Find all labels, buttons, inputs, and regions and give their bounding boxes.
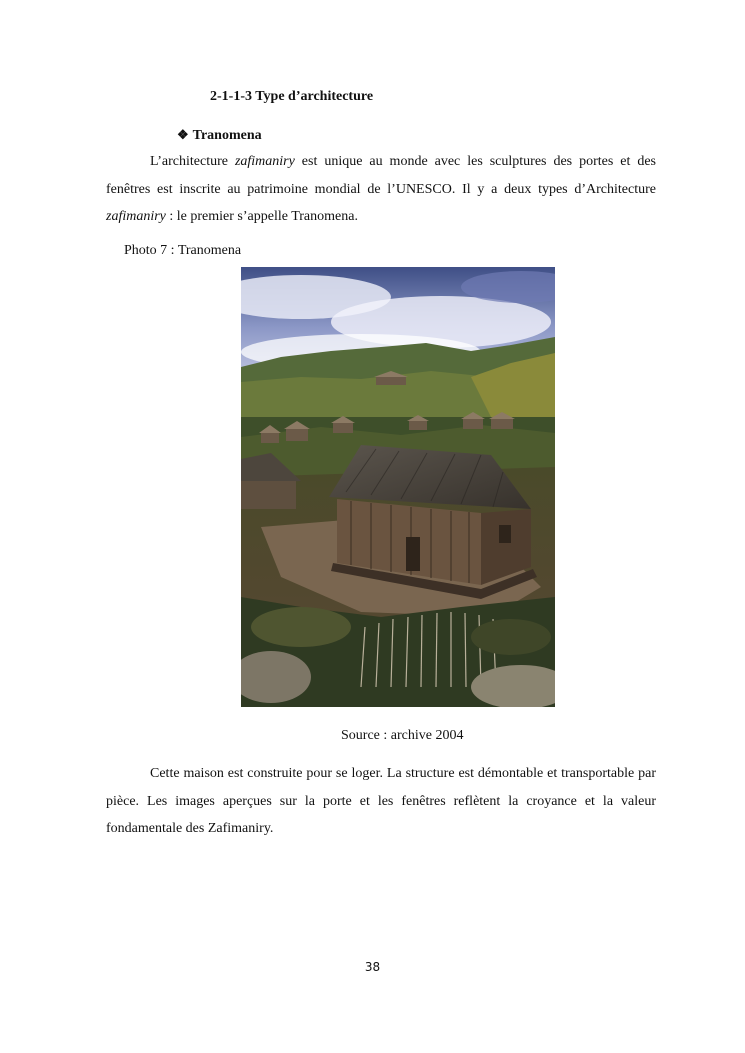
paragraph-text: est unique au monde avec les sculptures des portes et des fenêtres est inscrite au patrimoine mondial de l’UNESCO. Il y a deux types d’Architecture — [106, 154, 656, 197]
subsection-heading — [177, 127, 262, 144]
diamond-bullet-icon: ❖ — [177, 127, 189, 142]
tranomena-photo — [241, 267, 555, 707]
paragraph-text: Cette maison est construite pour se loger. La structure est démontable et transportable par pièce. Les images aperçues sur la porte et les fenêtres reflètent la croyance et la valeur fondamentale des Zafimaniry. — [106, 766, 656, 836]
paragraph-text: : le premier s’appelle Tranomena. — [165, 209, 358, 224]
photo-caption: Photo 7 : Tranomena — [124, 243, 242, 258]
emphasis-term: zafimaniry — [106, 209, 166, 224]
intro-paragraph — [106, 148, 656, 231]
section-heading: 2-1-1-3 Type d’architecture — [210, 89, 374, 104]
tranomena-photo-drawing — [241, 267, 555, 707]
paragraph-text: L’architecture — [150, 154, 235, 169]
photo-source: Source : archive 2004 — [341, 728, 464, 743]
subsection-title: Tranomena — [192, 128, 262, 143]
emphasis-term: zafimaniry — [234, 154, 295, 169]
page-number: 38 — [364, 960, 381, 974]
description-paragraph — [106, 760, 656, 843]
